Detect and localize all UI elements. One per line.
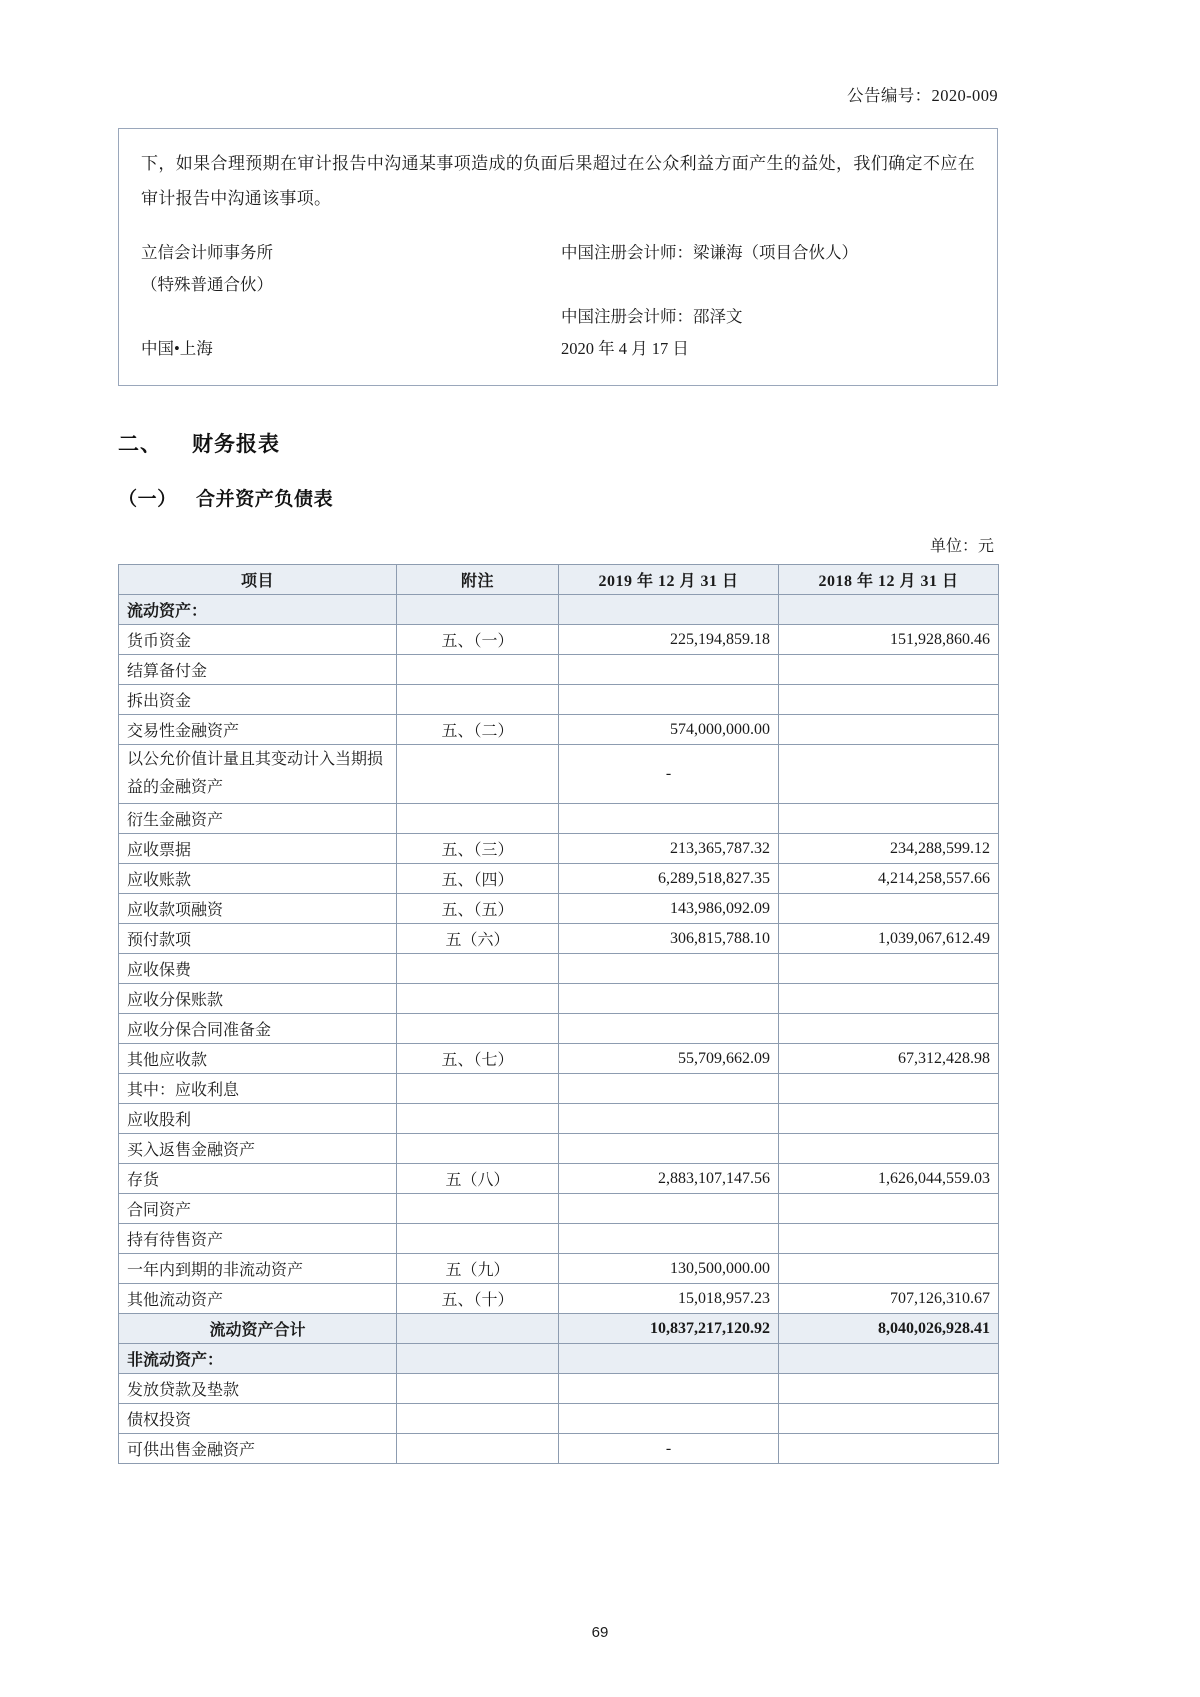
- signature-date: 2020 年 4 月 17 日: [561, 339, 689, 359]
- table-row: [119, 715, 999, 745]
- row-note: 五、（一）: [397, 625, 559, 655]
- row-value-2018: [779, 1434, 999, 1464]
- row-value-2018: [779, 1224, 999, 1254]
- page-number: 69: [591, 1624, 609, 1641]
- row-value-2018: [779, 1344, 999, 1374]
- table-row: [119, 954, 999, 984]
- row-note: 五、（五）: [397, 894, 559, 924]
- row-note: [397, 954, 559, 984]
- table-row: [119, 924, 999, 954]
- section-title: 财务报表: [192, 432, 280, 457]
- row-value-2019: -: [559, 745, 779, 804]
- table-row: [119, 1104, 999, 1134]
- table-row: [119, 804, 999, 834]
- row-item-label: 持有待售资产: [119, 1224, 397, 1254]
- table-row: [119, 984, 999, 1014]
- row-note: 五（八）: [397, 1164, 559, 1194]
- row-item-label: 其中：应收利息: [119, 1074, 397, 1104]
- row-value-2019: 2,883,107,147.56: [559, 1164, 779, 1194]
- row-value-2019: [559, 954, 779, 984]
- row-item-label: 合同资产: [119, 1194, 397, 1224]
- row-item-label: 预付款项: [119, 924, 397, 954]
- table-row: [119, 1404, 999, 1434]
- row-note: [397, 1194, 559, 1224]
- page-content: [118, 0, 998, 1464]
- row-note: [397, 1434, 559, 1464]
- row-item-label: 发放贷款及垫款: [119, 1374, 397, 1404]
- firm-name-line1: 立信会计师事务所: [141, 242, 273, 262]
- row-item-label: 其他应收款: [119, 1044, 397, 1074]
- column-header-note: 附注: [397, 565, 559, 595]
- table-body: [119, 595, 999, 1464]
- table-row: [119, 1134, 999, 1164]
- row-item-label: 应收票据: [119, 834, 397, 864]
- row-item-label: 应收股利: [119, 1104, 397, 1134]
- row-item-label: 债权投资: [119, 1404, 397, 1434]
- row-value-2018: [779, 1194, 999, 1224]
- row-item-label: 流动资产：: [119, 595, 397, 625]
- row-value-2018: [779, 655, 999, 685]
- row-item-label: 结算备付金: [119, 655, 397, 685]
- row-item-label: 应收账款: [119, 864, 397, 894]
- row-value-2018: 67,312,428.98: [779, 1044, 999, 1074]
- table-row: [119, 745, 999, 804]
- row-note: [397, 1404, 559, 1434]
- row-item-label: 交易性金融资产: [119, 715, 397, 745]
- row-value-2019: [559, 1224, 779, 1254]
- cpa-second: 中国注册会计师：邵泽文: [561, 307, 743, 327]
- row-value-2019: [559, 655, 779, 685]
- table-row: [119, 1374, 999, 1404]
- table-row: [119, 1284, 999, 1314]
- signature-spacer: [141, 301, 561, 333]
- row-item-label: 应收保费: [119, 954, 397, 984]
- row-note: 五、（三）: [397, 834, 559, 864]
- row-value-2018: [779, 745, 999, 804]
- row-value-2019: [559, 595, 779, 625]
- row-note: 五、（七）: [397, 1044, 559, 1074]
- table-row: [119, 1314, 999, 1344]
- row-value-2018: [779, 804, 999, 834]
- table-row: [119, 1254, 999, 1284]
- row-item-label: 应收款项融资: [119, 894, 397, 924]
- row-note: [397, 1374, 559, 1404]
- unit-note: 单位：元: [929, 538, 994, 556]
- row-note: 五（六）: [397, 924, 559, 954]
- table-row: [119, 864, 999, 894]
- row-item-label: 一年内到期的非流动资产: [119, 1254, 397, 1284]
- row-note: 五、（二）: [397, 715, 559, 745]
- row-note: [397, 984, 559, 1014]
- row-item-label: 衍生金融资产: [119, 804, 397, 834]
- row-note: [397, 1014, 559, 1044]
- row-value-2019: 10,837,217,120.92: [559, 1314, 779, 1344]
- row-value-2018: 707,126,310.67: [779, 1284, 999, 1314]
- section-heading: [118, 428, 998, 458]
- row-note: [397, 595, 559, 625]
- row-value-2019: [559, 1374, 779, 1404]
- row-note: [397, 804, 559, 834]
- row-note: 五（九）: [397, 1254, 559, 1284]
- row-item-label: 其他流动资产: [119, 1284, 397, 1314]
- row-value-2019: 15,018,957.23: [559, 1284, 779, 1314]
- row-value-2018: 234,288,599.12: [779, 834, 999, 864]
- row-value-2019: 130,500,000.00: [559, 1254, 779, 1284]
- row-note: [397, 1074, 559, 1104]
- firm-name-line2: （特殊普通合伙）: [141, 274, 273, 294]
- row-value-2018: 1,626,044,559.03: [779, 1164, 999, 1194]
- row-item-label: 可供出售金融资产: [119, 1434, 397, 1464]
- row-note: [397, 1104, 559, 1134]
- row-value-2018: [779, 1014, 999, 1044]
- table-row: [119, 1224, 999, 1254]
- table-row: [119, 1074, 999, 1104]
- row-item-label: 流动资产合计: [119, 1314, 397, 1344]
- row-value-2019: [559, 685, 779, 715]
- row-value-2019: [559, 984, 779, 1014]
- row-value-2019: 306,815,788.10: [559, 924, 779, 954]
- row-note: 五、（四）: [397, 864, 559, 894]
- row-value-2018: [779, 1134, 999, 1164]
- row-value-2018: [779, 1374, 999, 1404]
- row-value-2019: [559, 804, 779, 834]
- row-note: [397, 1134, 559, 1164]
- row-note: [397, 1314, 559, 1344]
- row-value-2018: [779, 894, 999, 924]
- row-note: [397, 655, 559, 685]
- cpa-partner: 中国注册会计师：梁谦海（项目合伙人）: [561, 242, 858, 262]
- row-value-2019: -: [559, 1434, 779, 1464]
- row-value-2019: [559, 1194, 779, 1224]
- row-value-2018: 1,039,067,612.49: [779, 924, 999, 954]
- row-value-2018: [779, 1104, 999, 1134]
- audit-paragraph: 下，如果合理预期在审计报告中沟通某事项造成的负面后果超过在公众利益方面产生的益处，我们确定不应在审计报告中沟通该事项。: [141, 154, 975, 208]
- row-value-2019: [559, 1344, 779, 1374]
- row-item-label: 以公允价值计量且其变动计入当期损益的金融资产: [119, 745, 397, 804]
- row-item-label: 货币资金: [119, 625, 397, 655]
- subsection-number: （一）: [118, 489, 177, 511]
- row-value-2018: [779, 984, 999, 1014]
- row-item-label: 拆出资金: [119, 685, 397, 715]
- table-row: [119, 1194, 999, 1224]
- row-note: [397, 745, 559, 804]
- table-row: [119, 595, 999, 625]
- row-note: [397, 1344, 559, 1374]
- table-row: [119, 1344, 999, 1374]
- audit-opinion-box: [118, 128, 998, 386]
- row-value-2019: 213,365,787.32: [559, 834, 779, 864]
- row-value-2018: [779, 954, 999, 984]
- subsection-title: 合并资产负债表: [196, 489, 334, 511]
- column-header-2018: 2018 年 12 月 31 日: [779, 565, 999, 595]
- row-item-label: 应收分保合同准备金: [119, 1014, 397, 1044]
- column-header-item: 项目: [119, 565, 397, 595]
- row-item-label: 存货: [119, 1164, 397, 1194]
- row-note: [397, 685, 559, 715]
- row-value-2018: 8,040,026,928.41: [779, 1314, 999, 1344]
- row-value-2018: [779, 1254, 999, 1284]
- row-value-2018: 4,214,258,557.66: [779, 864, 999, 894]
- table-row: [119, 894, 999, 924]
- row-value-2019: 143,986,092.09: [559, 894, 779, 924]
- table-row: [119, 1164, 999, 1194]
- row-value-2019: [559, 1134, 779, 1164]
- row-value-2019: [559, 1074, 779, 1104]
- table-row: [119, 1434, 999, 1464]
- firm-location: 中国•上海: [141, 339, 213, 359]
- signature-block: [141, 237, 975, 366]
- row-value-2018: [779, 715, 999, 745]
- row-value-2018: [779, 595, 999, 625]
- subsection-heading: [118, 484, 998, 511]
- row-value-2018: [779, 1074, 999, 1104]
- row-value-2019: 6,289,518,827.35: [559, 864, 779, 894]
- row-item-label: 应收分保账款: [119, 984, 397, 1014]
- table-row: [119, 1014, 999, 1044]
- row-value-2018: [779, 685, 999, 715]
- row-note: [397, 1224, 559, 1254]
- row-value-2019: [559, 1014, 779, 1044]
- row-value-2019: 225,194,859.18: [559, 625, 779, 655]
- row-value-2018: [779, 1404, 999, 1434]
- announcement-number: 公告编号：2020-009: [847, 86, 998, 105]
- table-header-row: [119, 565, 999, 595]
- table-row: [119, 625, 999, 655]
- table-row: [119, 1044, 999, 1074]
- row-note: 五、（十）: [397, 1284, 559, 1314]
- row-value-2019: 574,000,000.00: [559, 715, 779, 745]
- row-value-2019: 55,709,662.09: [559, 1044, 779, 1074]
- row-item-label: 买入返售金融资产: [119, 1134, 397, 1164]
- row-item-label: 非流动资产：: [119, 1344, 397, 1374]
- row-value-2018: 151,928,860.46: [779, 625, 999, 655]
- row-value-2019: [559, 1404, 779, 1434]
- section-number: 二、: [118, 432, 162, 457]
- table-row: [119, 655, 999, 685]
- table-row: [119, 685, 999, 715]
- cpa-spacer: [561, 269, 975, 301]
- column-header-2019: 2019 年 12 月 31 日: [559, 565, 779, 595]
- row-value-2019: [559, 1104, 779, 1134]
- table-row: [119, 834, 999, 864]
- balance-sheet-table: [118, 564, 999, 1464]
